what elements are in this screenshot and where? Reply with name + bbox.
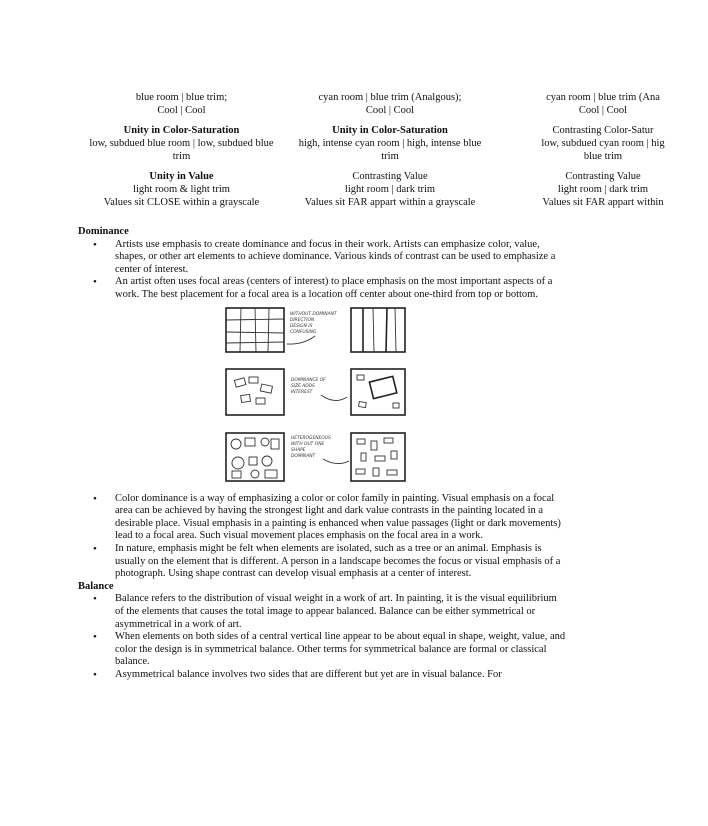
sketch-note-3 bbox=[291, 435, 349, 464]
dominance-heading: Dominance bbox=[78, 226, 129, 237]
sketch-scattered-shapes bbox=[226, 369, 284, 415]
list-item: • When elements on both sides of a central vertical line appear to be about equal in shape, weight, value, and color the design is in symmetrical balance. Other terms for symmetrical balance are formal or classical balance. bbox=[78, 631, 566, 669]
sketch-note-text: SHAPE bbox=[291, 447, 306, 453]
balance-list bbox=[78, 593, 566, 681]
sketch-note-text: CONFUSING bbox=[290, 329, 317, 335]
sketch-heterogeneous-shapes bbox=[226, 433, 284, 481]
sketch-note-text: DOMINANCE OF bbox=[291, 377, 326, 383]
table-cell: Cool | Cool bbox=[365, 105, 415, 116]
sketch-grid-confusing bbox=[226, 308, 284, 352]
sketch-scattered-small-shapes bbox=[351, 433, 405, 481]
table-cell: Values sit FAR appart within bbox=[542, 197, 664, 208]
sketch-dominant-shape bbox=[351, 369, 405, 415]
table-cell: Contrasting Value bbox=[565, 171, 641, 182]
list-item: • Asymmetrical balance involves two sides that are different but yet are in visual balance. For bbox=[78, 669, 566, 682]
sketch-illustration bbox=[223, 305, 423, 489]
table-cell: trim bbox=[381, 151, 399, 162]
table-cell-heading: Unity in Color-Saturation bbox=[123, 125, 240, 136]
table-cell: Values sit CLOSE within a grayscale bbox=[103, 197, 260, 208]
sketch-note-text: WITHOUT DOMINANT bbox=[290, 311, 337, 317]
list-item: • In nature, emphasis might be felt when elements are isolated, such as a tree or an animal. Emphasis is usually on the element that is different. A person in a landscape becomes the focus or visual emphasis of a photograph. Using shape contrast can develop visual emphasis at a center of interest. bbox=[78, 543, 566, 581]
list-item: • An artist often uses focal areas (centers of interest) to place emphasis on the most important aspects of a work. The best placement for a focal area is a location off center about one-third from top or bottom. bbox=[78, 276, 566, 301]
sketch-note-text: INTEREST bbox=[291, 389, 313, 395]
sketch-vertical-stripes bbox=[351, 308, 405, 352]
balance-heading: Balance bbox=[78, 580, 114, 592]
table-cell: Cool | Cool bbox=[157, 105, 206, 116]
table-cell: cyan room | blue trim (Ana bbox=[546, 92, 660, 103]
sketch-note-text: DESIGN IS bbox=[290, 323, 313, 329]
body-content bbox=[78, 226, 566, 681]
table-cell: Contrasting Color-Satur bbox=[552, 125, 654, 136]
table-cell: low, subdued cyan room | hig bbox=[541, 138, 665, 149]
table-cell: Contrasting Value bbox=[352, 171, 428, 182]
table-cell: Cool | Cool bbox=[578, 105, 628, 116]
table-cell: Values sit FAR appart within a grayscale bbox=[304, 197, 476, 208]
table-cell-heading: Unity in Color-Saturation bbox=[332, 125, 448, 136]
sketch-note-2 bbox=[291, 377, 347, 401]
table-cell: cyan room | blue trim (Analgous); bbox=[318, 92, 462, 103]
table-cell: trim bbox=[172, 151, 191, 162]
sketch-note-text: HETEROGENEOUS bbox=[291, 435, 331, 441]
dominance-sketch-figure bbox=[78, 305, 566, 489]
sketch-note-text: WITH OUT ONE bbox=[291, 441, 325, 447]
list-item: • Color dominance is a way of emphasizing a color or color family in painting. Visual emphasis on a focal area can be achieved by having the strongest light and dark value contrasts in the painting located in a desirable place. Visual emphasis in a painting is enhanced when value passages (light or dark movements) lead to a focal area. Such visual movement places emphasis on the focal area in a work. bbox=[78, 493, 566, 543]
table-cell: high, intense cyan room | high, intense blue bbox=[298, 138, 482, 149]
dominance-list bbox=[78, 239, 566, 302]
table-cell: light room & light trim bbox=[133, 184, 230, 195]
dominance-list-continued bbox=[78, 493, 566, 581]
table-cell: light room | dark trim bbox=[344, 184, 436, 195]
sketch-note-1 bbox=[287, 311, 337, 344]
sketch-note-text: SIZE ADDS bbox=[291, 383, 315, 389]
table-cell: low, subdued blue room | low, subdued blue bbox=[89, 138, 274, 149]
list-item: • Balance refers to the distribution of visual weight in a work of art. In painting, it is the visual equilibrium of the elements that causes the total image to appear balanced. Balance can be either symmetrical or asymmetrical in a work of art. bbox=[78, 593, 566, 631]
sketch-note-text: DOMINANT bbox=[291, 453, 316, 459]
table-cell: blue trim bbox=[583, 151, 623, 162]
sketch-note-text: DIRECTION bbox=[290, 317, 315, 323]
table-cell: blue room | blue trim; bbox=[135, 92, 228, 103]
table-cell: light room | dark trim bbox=[557, 184, 649, 195]
table-cell-heading: Unity in Value bbox=[149, 171, 214, 182]
list-item: • Artists use emphasis to create dominance and focus in their work. Artists can emphasize color, value, shapes, or other art elements to achieve dominance. Various kinds of contrast can be used to emphasize a center of interest. bbox=[78, 239, 566, 277]
